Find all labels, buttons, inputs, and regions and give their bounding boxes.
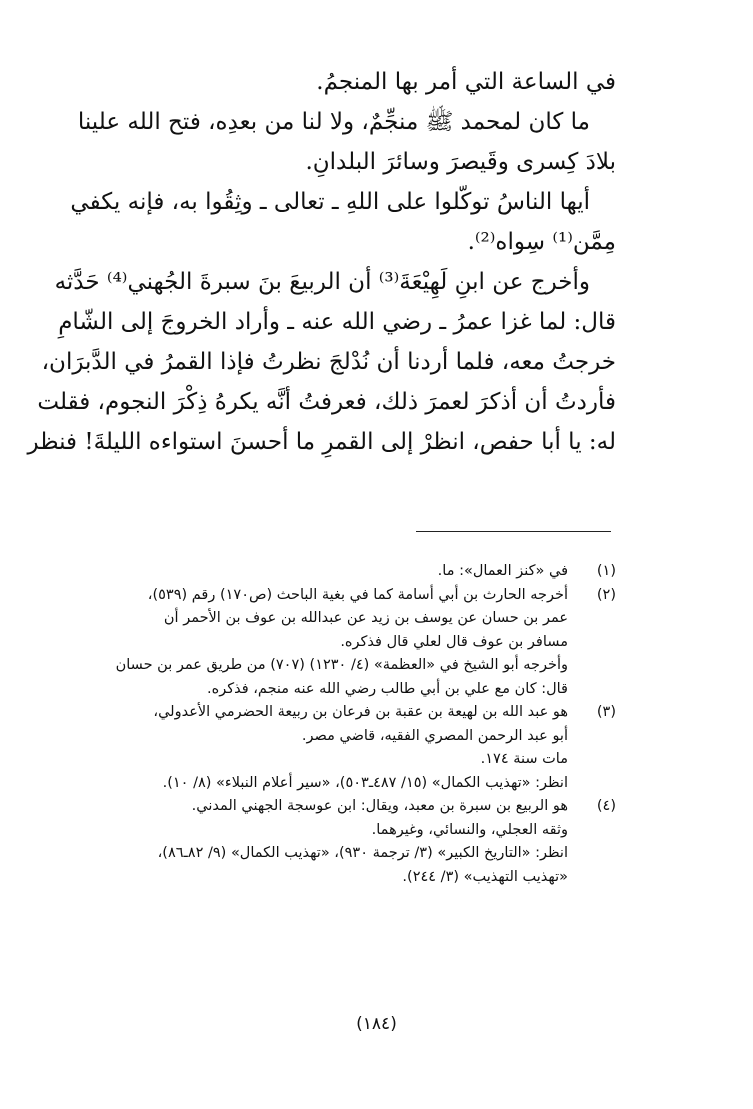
footnote-number: (٣) xyxy=(596,704,616,720)
text-line: أيها الناسُ توكّلوا على اللهِ ـ تعالى ـ وثِقُوا به، فإنه يكفي xyxy=(70,189,590,215)
footnote-2 xyxy=(60,584,616,702)
footnote-number: (٢) xyxy=(596,586,616,603)
footnote-line: مات سنة ١٧٤. xyxy=(480,751,568,767)
footnote-4 xyxy=(60,795,616,889)
footnote-line: أبو عبد الرحمن المصري الفقيه، قاضي مصر. xyxy=(301,727,568,744)
footnote-line: هو عبد الله بن لهيعة بن عقبة بن فرعان بن ربيعة الحضرمي الأعدولي، xyxy=(153,704,568,720)
paragraph-2 xyxy=(60,102,616,182)
page-number: (١٨٤) xyxy=(356,1014,397,1034)
footnote-line: انظر: «التاريخ الكبير» (٣/ ترجمة ٩٣٠)، «تهذيب الكمال» (٩/ ٨٢ـ٨٦)، xyxy=(157,845,568,861)
paragraph-1 xyxy=(60,62,616,102)
footnote-line: في «كنز العمال»: ما. xyxy=(437,563,568,579)
text-line: قال: لما غزا عمرُ ـ رضي الله عنه ـ وأراد الخروجَ إلى الشّامِ xyxy=(58,309,616,335)
footnote-line: وأخرجه أبو الشيخ في «العظمة» (٤/ ١٢٣٠) (٧٠٧) من طريق عمر بن حسان xyxy=(115,657,568,673)
footnote-line: مسافر بن عوف قال لعلي قال فذكره. xyxy=(340,633,568,650)
text-line: في الساعة التي أمر بها المنجمُ. xyxy=(316,69,616,95)
text-line: فأردتُ أن أذكرَ لعمرَ ذلك، فعرفتُ أنَّه يكرهُ ذِكْرَ النجوم، فقلت xyxy=(37,389,616,415)
paragraph-3 xyxy=(60,182,616,262)
footnote-divider xyxy=(416,531,611,532)
text-line: بلادَ كِسرى وقَيصرَ وسائرَ البلدانِ. xyxy=(305,149,616,175)
text-line: له: يا أبا حفص، انظرْ إلى القمرِ ما أحسنَ استواءه الليلةَ! فنظر xyxy=(27,429,616,455)
text-line: ما كان لمحمد ﷺ منجِّمٌ، ولا لنا من بعدِه، فتح الله علينا xyxy=(77,109,590,135)
text-line: وأخرج عن ابنِ لَهِيْعَةَ⁽³⁾ أن الربيعَ بنَ سبرةَ الجُهني⁽⁴⁾ حَدَّثه xyxy=(54,269,590,295)
main-text xyxy=(27,62,616,462)
footnote-line: هو الربيع بن سبرة بن معبد، ويقال: ابن عوسجة الجهني المدني. xyxy=(191,798,568,814)
paragraph-4 xyxy=(27,262,616,462)
footnote-3 xyxy=(60,701,616,795)
text-line: خرجتُ معه، فلما أردنا أن نُدْلجَ نظرتُ فإذا القمرُ في الدَّبرَان، xyxy=(41,349,616,375)
footnote-line: وثقه العجلي، والنسائي، وغيرهما. xyxy=(371,821,568,838)
footnote-number: (١) xyxy=(596,563,616,579)
footnote-line: قال: كان مع علي بن أبي طالب رضي الله عنه منجم، فذكره. xyxy=(206,680,568,697)
footnote-number: (٤) xyxy=(596,798,616,814)
footnote-line: انظر: «تهذيب الكمال» (١٥/ ٤٨٧ـ٥٠٣)، «سير أعلام النبلاء» (٨/ ١٠). xyxy=(162,774,568,791)
text-line: مِمَّن⁽¹⁾ سِواه⁽²⁾. xyxy=(467,229,616,255)
footnotes xyxy=(60,560,616,889)
footnote-1 xyxy=(60,560,616,584)
footnote-line: «تهذيب التهذيب» (٣/ ٢٤٤). xyxy=(402,868,568,885)
footnote-line: أخرجه الحارث بن أبي أسامة كما في بغية الباحث (ص١٧٠) رقم (٥٣٩)، xyxy=(147,586,568,603)
footnote-line: عمر بن حسان عن يوسف بن زيد عن عبدالله بن عوف بن الأحمر أن xyxy=(163,610,568,626)
